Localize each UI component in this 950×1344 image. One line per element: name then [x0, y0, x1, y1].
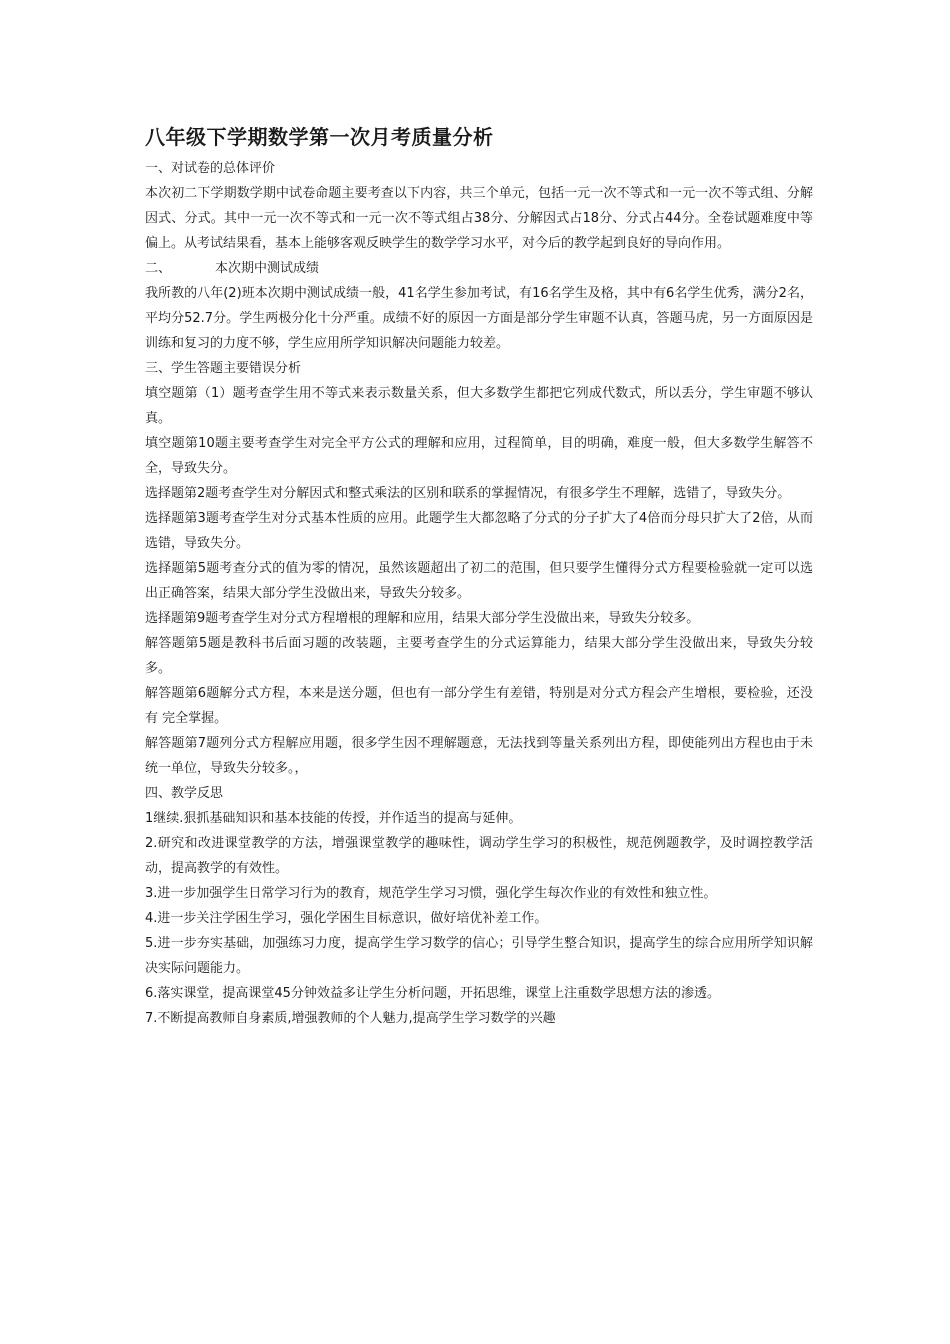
error-analysis-item: 选择题第2题考查学生对分解因式和整式乘法的区别和联系的掌握情况，有很多学生不理解，选错了，导致失分。 [145, 486, 791, 501]
error-analysis-item: 选择题第9题考查学生对分式方程增根的理解和应用，结果大部分学生没做出来，导致失分较多。 [145, 611, 700, 626]
section-2-paragraph-1: 我所教的八年(2)班本次期中测试成绩一般，41名学生参加考试，有16名学生及格，其中有6名学生优秀，满分2名，平均分52.7分。学生两极分化十分严重。成绩不好的原因一方面是部分学生审题不认真，答题马虎，另一方面原因是训练和复习的力度不够，学生应用所学知识解决问题能力较差。 [145, 286, 813, 351]
reflection-item: 7.不断提高教师自身素质,增强教师的个人魅力,提高学生学习数学的兴趣 [145, 1011, 556, 1026]
reflection-item: 5.进一步夯实基础，加强练习力度，提高学生学习数学的信心；引导学生整合知识，提高学生的综合应用所学知识解决实际问题能力。 [145, 936, 813, 976]
reflection-item: 3.进一步加强学生日常学习行为的教育，规范学生学习习惯，强化学生每次作业的有效性和独立性。 [145, 886, 717, 901]
reflection-item: 6.落实课堂，提高课堂45分钟效益多让学生分析问题，开拓思维，课堂上注重数学思想方法的渗透。 [145, 986, 720, 1001]
section-heading-2-number: 二、 [145, 261, 172, 276]
error-analysis-item: 填空题第10题主要考查学生对完全平方公式的理解和应用，过程简单，目的明确，难度一般，但大多数学生解答不全，导致失分。 [145, 436, 813, 476]
error-analysis-item: 选择题第3题考查学生对分式基本性质的应用。此题学生大都忽略了分式的分子扩大了4倍而分母只扩大了2倍，从而选错，导致失分。 [145, 511, 813, 551]
error-analysis-item: 解答题第5题是教科书后面习题的改装题，主要考查学生的分式运算能力，结果大部分学生没做出来，导致失分较多。 [145, 636, 813, 676]
document-page [145, 120, 813, 1031]
section-1-paragraph-1: 本次初二下学期数学期中试卷命题主要考查以下内容，共三个单元，包括一元一次不等式和一元一次不等式组、分解因式、分式。其中一元一次不等式和一元一次不等式组占38分、分解因式占18分、分式占44分。全卷试题难度中等偏上。从考试结果看，基本上能够客观反映学生的数学学习水平，对今后的教学起到良好的导向作用。 [145, 186, 813, 251]
error-analysis-item: 解答题第6题解分式方程，本来是送分题，但也有一部分学生有差错，特别是对分式方程会产生增根，要检验，还没有 完全掌握。 [145, 686, 813, 726]
error-analysis-item: 填空题第（1）题考查学生用不等式来表示数量关系，但大多数学生都把它列成代数式，所以丢分，学生审题不够认真。 [145, 386, 813, 426]
section-heading-1: 一、对试卷的总体评价 [145, 161, 276, 176]
reflection-item: 4.进一步关注学困生学习，强化学困生目标意识，做好培优补差工作。 [145, 911, 548, 926]
reflection-item: 1继续.狠抓基础知识和基本技能的传授，并作适当的提高与延伸。 [145, 811, 522, 826]
document-title: 八年级下学期数学第一次月考质量分析 [145, 125, 494, 149]
section-heading-2-text: 本次期中测试成绩 [215, 261, 320, 276]
reflection-item: 2.研究和改进课堂教学的方法，增强课堂教学的趣味性，调动学生学习的积极性，规范例题教学，及时调控教学活动，提高教学的有效性。 [145, 836, 813, 876]
section-heading-3: 三、学生答题主要错误分析 [145, 361, 302, 376]
section-heading-4: 四、教学反思 [145, 786, 224, 801]
section-heading-2 [145, 256, 813, 281]
error-analysis-item: 选择题第5题考查分式的值为零的情况，虽然该题超出了初二的范围，但只要学生懂得分式方程要检验就一定可以选出正确答案，结果大部分学生没做出来，导致失分较多。 [145, 561, 813, 601]
error-analysis-item: 解答题第7题列分式方程解应用题，很多学生因不理解题意，无法找到等量关系列出方程，即使能列出方程也由于未统一单位，导致失分较多。， [145, 736, 813, 776]
